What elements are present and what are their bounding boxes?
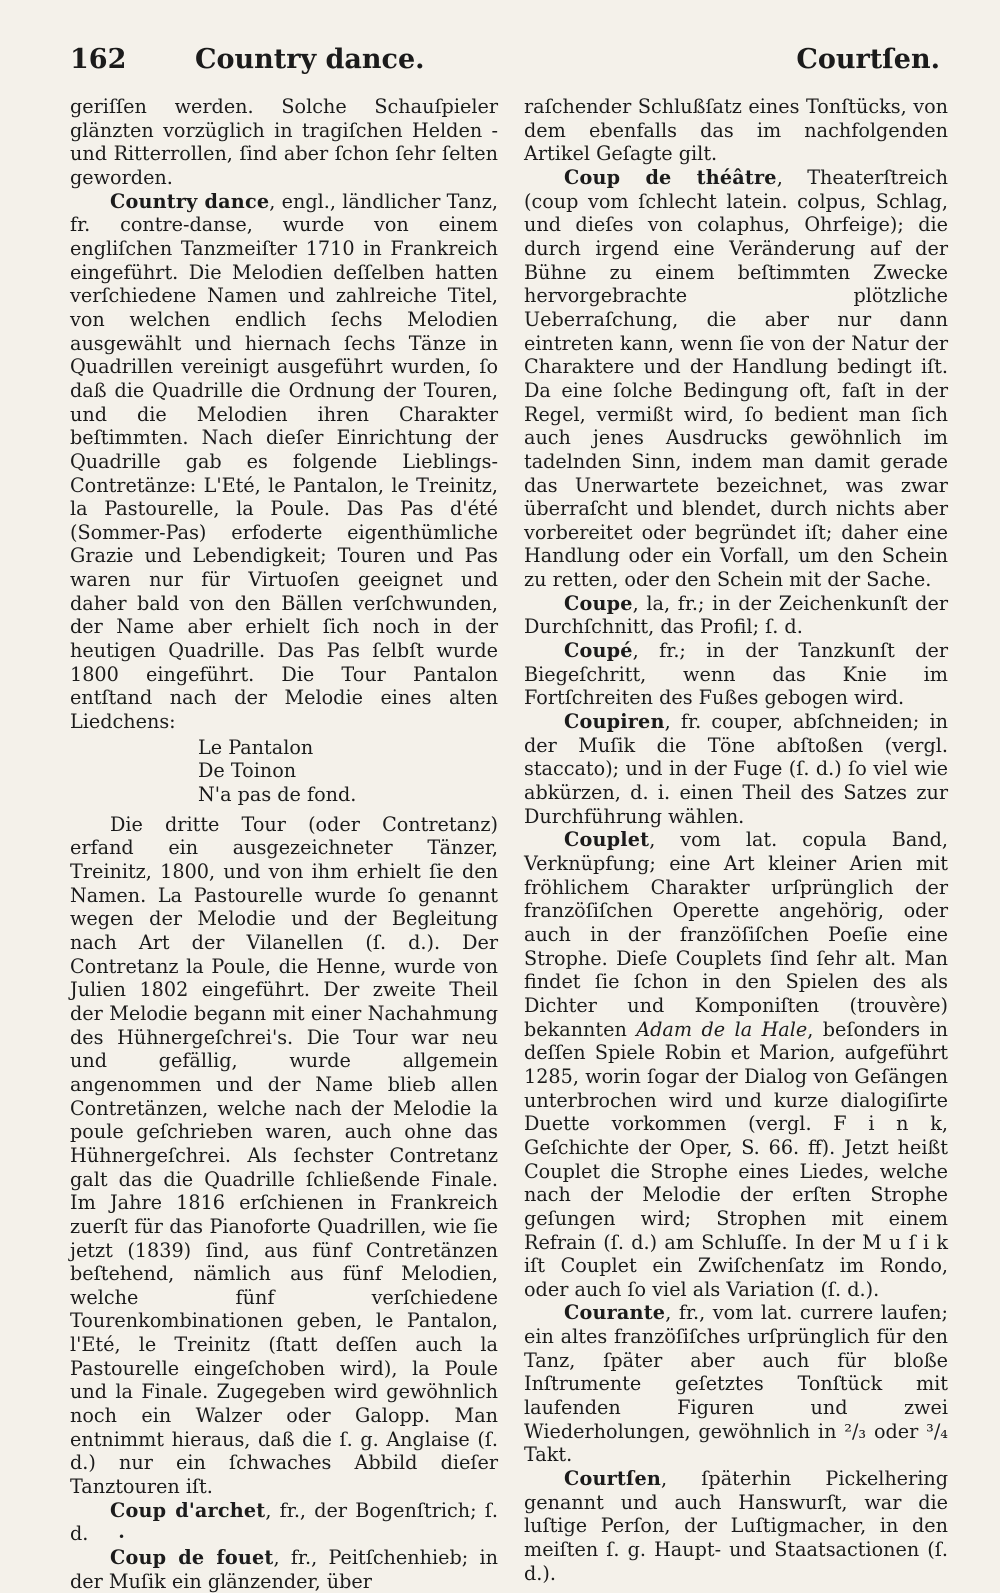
entry-text: , Theaterſtreich (coup vom ſchlecht latein. colpus, Schlag, und dieſes von colaphus, Ohrfeige); die durch irgend eine Veränderung auf der Bühne zu einem beſtimmten Zwecke hervorgebrachte plötzliche Ueberraſchung, die aber nur dann eintreten kann, wenn ſie von der Natur der Charaktere und der Handlung bedingt iſt. Da eine ſolche Bedingung oft, faſt in der Regel, vermißt wird, ſo bedient man ſich auch jenes Ausdrucks gewöhnlich im tadelnden Sinn, indem man damit gerade das Unerwartete bezeichnet, was zwar überraſcht und blendet, durch nichts aber vorbereitet oder begründet iſt; daher eine Handlung oder ein Vorfall, um den Schein zu retten, oder den Schein mit der Sache. bbox=[524, 165, 948, 592]
headword: Courtſen bbox=[564, 1467, 662, 1491]
headword: Courante bbox=[564, 1301, 666, 1325]
verse-quote bbox=[70, 736, 498, 807]
right-column bbox=[524, 95, 948, 1585]
paragraph-treinitz: Die dritte Tour (oder Contretanz) erfand ein ausgezeichneter Tänzer, Treinitz, 1800, und von ihm erhielt ſie den Namen. La Pastourelle wurde ſo genannt wegen der Melodie und der Begleitung nach Art der Vilanellen (ſ. d.). Der Contretanz la Poule, die Henne, wurde von Julien 1802 eingeführt. Der zweite Theil der Melodie begann mit einer Nachahmung des Hühnergeſchrei's. Die Tour war neu und gefällig, wurde allgemein angenommen und der Name blieb allen Contretänzen, welche nach der Melodie la poule geſchrieben waren, auch ohne das Hühnergeſchrei. Als ſechster Contretanz galt das die Quadrille ſchließende Finale. Im Jahre 1816 erſchienen in Frankreich zuerſt für das Pianoforte Quadrillen, wie ſie jetzt (1839) ſind, aus fünf Contretänzen beſtehend, nämlich aus fünf Melodien, welche fünf verſchiedene Tourenkombinationen geben, le Pantalon, l'Eté, le Treinitz (ſtatt deſſen auch la Pastourelle eingeſchoben wird), la Poule und la Finale. Zugegeben wird gewöhnlich noch ein Walzer oder Galopp. Man entnimmt hieraus, daß die ſ. g. Anglaise (ſ. d.) nur ein ſchwaches Abbild dieſer Tanztouren iſt. bbox=[70, 812, 498, 1499]
italic-name: Adam de la Hale bbox=[636, 1017, 808, 1041]
entry-coup-de-fouet bbox=[70, 1546, 498, 1593]
entry-text: , fr., vom lat. currere laufen; ein altes franzöſiſches urſprünglich für den Tanz, ſpäter aber auch für bloße Inſtrumente geſetztes Tonſtück mit laufenden Figuren und zwei Wiederholungen, gewöhnlich in ²/₃ oder ³/₄ Takt. bbox=[524, 1301, 948, 1467]
left-column bbox=[70, 95, 498, 1593]
headword: Couplet bbox=[564, 828, 650, 852]
verse-line: Le Pantalon bbox=[198, 735, 314, 759]
entry-couplet bbox=[524, 828, 948, 1301]
entry-coup-d-archet bbox=[70, 1499, 498, 1546]
entry-text: , fr. couper, abſchneiden; in der Muſik die Töne abſtoßen (vergl. staccato); und in der Fuge (ſ. d.) ſo viel wie abkürzen, d. i. einen Theil des Satzes zur Durchführung wählen. bbox=[524, 710, 948, 828]
entry-coupe-dance bbox=[524, 639, 948, 710]
page-number: 162 bbox=[70, 44, 127, 75]
headword: Country dance bbox=[110, 189, 270, 213]
entry-text: , ſpäterhin Pickelhering genannt und auch Hanswurſt, war die luſtige Perſon, der Luſtigmacher, in den meiſten ſ. g. Haupt- und Staatsactionen (ſ. d.). bbox=[524, 1467, 948, 1585]
entry-text: , fr., der Bogenſtrich; ſ. d. bbox=[70, 1498, 498, 1546]
continuation-paragraph: geriſſen werden. Solche Schauſpieler glänzten vorzüglich in tragiſchen Helden - und Ritterrollen, ſind aber ſchon ſehr ſelten geworden. bbox=[70, 95, 498, 189]
verse-line: De Toinon bbox=[198, 759, 297, 783]
entry-text: , fr.; in der Tanzkunſt der Biegeſchritt, wenn das Knie im Fortſchreiten des Fußes gebogen wird. bbox=[524, 639, 948, 710]
entry-courtsen bbox=[524, 1467, 948, 1585]
entry-country-dance bbox=[70, 190, 498, 734]
entry-coupe bbox=[524, 592, 948, 639]
headword: Coup de fouet bbox=[110, 1546, 274, 1570]
entry-text: , engl., ländlicher Tanz, fr. contre-danse, wurde von einem engliſchen Tanzmeiſter 1710 in Frankreich eingeführt. Die Melodien deſſelben hatten verſchiedene Namen und zahlreiche Titel, von welchen endlich ſechs Melodien ausgewählt und hiernach ſechs Tänze in Quadrillen vereinigt ausgeführt wurden, ſo daß die Quadrille die Ordnung der Touren, und die Melodien ihren Charakter beſtimmten. Nach dieſer Einrichtung der Quadrille gab es folgende Lieblings-Contretänze: L'Eté, le Pantalon, le Treinitz, la Pastourelle, la Poule. Das Pas d'été (Sommer-Pas) erfoderte eigenthümliche Grazie und Lebendigkeit; Touren und Pas waren nur für Virtuoſen geeignet und daher bald von den Bällen verſchwunden, der Name aber erhielt ſich noch in der heutigen Quadrille. Das Pas ſelbſt wurde 1800 eingeführt. Die Tour Pantalon entſtand nach der Melodie eines alten Liedchens: bbox=[70, 189, 498, 734]
headword: Coupe bbox=[564, 591, 633, 615]
headword: Coupiren bbox=[564, 710, 665, 734]
decorative-dot: • bbox=[118, 1530, 126, 1544]
verse-line: N'a pas de fond. bbox=[198, 783, 357, 807]
headword: Coup de théâtre bbox=[564, 165, 777, 189]
entry-coupiren bbox=[524, 710, 948, 828]
entry-coup-de-theatre bbox=[524, 166, 948, 592]
entry-courante bbox=[524, 1301, 948, 1467]
continuation-paragraph: raſchender Schlußſatz eines Tonſtücks, von dem ebenfalls das im nachfolgenden Artikel Geſagte gilt. bbox=[524, 95, 948, 166]
entry-text: , beſonders in deſſen Spiele Robin et Marion, aufgeführt 1285, worin ſogar der Dialog von Geſängen unterbrochen wird und kurze dialogiſirte Duette vorkommen (vergl. F i n k, Geſchichte der Oper, S. 66. ff). Jetzt heißt Couplet die Strophe eines Liedes, welche nach der Melodie der erſten Strophe geſungen wird; Strophen mit einem Refrain (ſ. d.) am Schluſſe. In der M u ſ i k iſt Couplet ein Zwiſchenſatz im Rondo, oder auch ſo viel als Variation (ſ. d.). bbox=[524, 1017, 948, 1301]
entry-text: , la, fr.; in der Zeichenkunſt der Durchſchnitt, das Profil; ſ. d. bbox=[524, 591, 948, 639]
page-header bbox=[70, 44, 940, 84]
entry-text: , vom lat. copula Band, Verknüpfung; eine Art kleiner Arien mit fröhlichem Charakter urſprünglich der franzöſiſchen Operette angehörig, oder auch in der franzöſiſchen Poeſie eine Strophe. Dieſe Couplets ſind ſehr alt. Man findet ſie ſchon in den Spielen des als Dichter und Komponiſten (trouvère) bekannten bbox=[524, 828, 948, 1041]
entry-text: , fr., Peitſchenhieb; in der Muſik ein glänzender, über bbox=[70, 1546, 498, 1593]
headword: Coupé bbox=[564, 639, 633, 663]
running-head-left: Country dance. bbox=[195, 44, 425, 75]
headword: Coup d'archet bbox=[110, 1498, 266, 1522]
running-head-right: Courtſen. bbox=[796, 44, 940, 75]
